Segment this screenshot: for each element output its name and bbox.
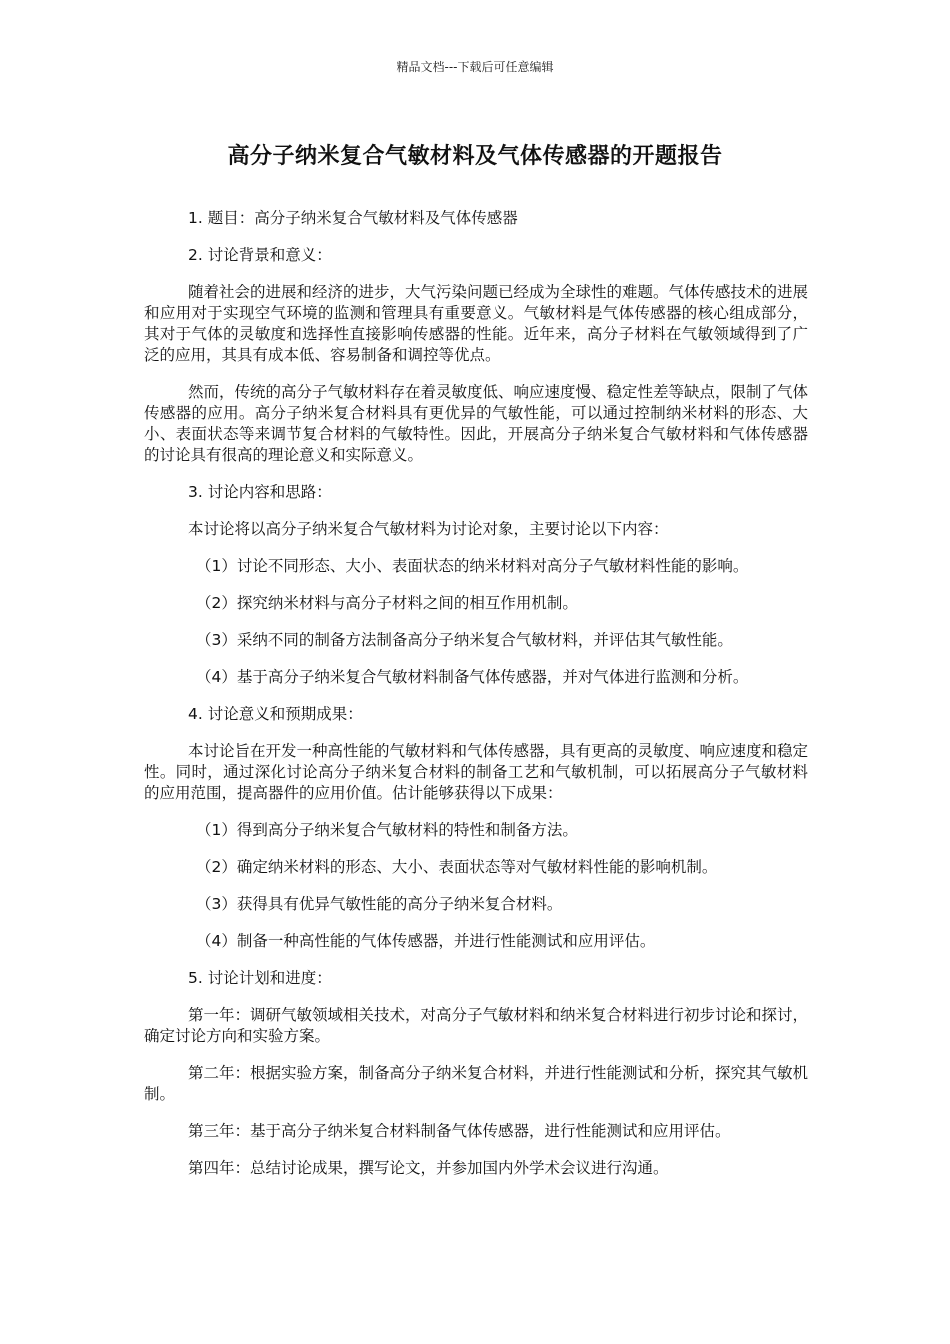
outcome-list-item: （3）获得具有优异气敏性能的高分子纳米复合材料。 — [196, 895, 563, 913]
document-title: 高分子纳米复合气敏材料及气体传感器的开题报告 — [227, 144, 723, 169]
plan-year-item: 第二年：根据实验方案，制备高分子纳米复合材料，并进行性能测试和分析，探究其气敏机制。 — [144, 1064, 809, 1103]
item-title: 1. 题目：高分子纳米复合气敏材料及气体传感器 — [188, 209, 518, 227]
outcome-list-item: （4）制备一种高性能的气体传感器，并进行性能测试和应用评估。 — [196, 932, 656, 950]
content-list-item: （3）采纳不同的制备方法制备高分子纳米复合气敏材料，并评估其气敏性能。 — [196, 631, 733, 649]
outcome-list-item: （2）确定纳米材料的形态、大小、表面状态等对气敏材料性能的影响机制。 — [196, 858, 718, 876]
section-heading-significance: 4. 讨论意义和预期成果： — [188, 705, 363, 723]
plan-year-item: 第四年：总结讨论成果，撰写论文，并参加国内外学术会议进行沟通。 — [188, 1159, 669, 1177]
significance-paragraph: 本讨论旨在开发一种高性能的气敏材料和气体传感器，具有更高的灵敏度、响应速度和稳定性。同时，通过深化讨论高分子纳米复合材料的制备工艺和气敏机制，可以拓展高分子气敏材料的应用范围，提高器件的应用价值。估计能够获得以下成果： — [144, 742, 809, 802]
content-list-item: （4）基于高分子纳米复合气敏材料制备气体传感器，并对气体进行监测和分析。 — [196, 668, 749, 686]
content-list-item: （2）探究纳米材料与高分子材料之间的相互作用机制。 — [196, 594, 578, 612]
section-heading-plan: 5. 讨论计划和进度： — [188, 969, 332, 987]
plan-year-item: 第三年：基于高分子纳米复合材料制备气体传感器，进行性能测试和应用评估。 — [188, 1122, 731, 1140]
plan-year-item: 第一年：调研气敏领域相关技术，对高分子气敏材料和纳米复合材料进行初步讨论和探讨，确定讨论方向和实验方案。 — [144, 1006, 809, 1045]
content-list-item: （1）讨论不同形态、大小、表面状态的纳米材料对高分子气敏材料性能的影响。 — [196, 557, 749, 575]
header-note: 精品文档---下载后可任意编辑 — [396, 60, 554, 74]
section-heading-content: 3. 讨论内容和思路： — [188, 483, 332, 501]
content-intro: 本讨论将以高分子纳米复合气敏材料为讨论对象，主要讨论以下内容： — [188, 520, 669, 538]
document-body — [144, 208, 808, 1195]
outcome-list-item: （1）得到高分子纳米复合气敏材料的特性和制备方法。 — [196, 821, 578, 839]
background-paragraph: 然而，传统的高分子气敏材料存在着灵敏度低、响应速度慢、稳定性差等缺点，限制了气体传感器的应用。高分子纳米复合材料具有更优异的气敏性能，可以通过控制纳米材料的形态、大小、表面状态等来调节复合材料的气敏特性。因此，开展高分子纳米复合气敏材料和气体传感器的讨论具有很高的理论意义和实际意义。 — [144, 383, 809, 464]
section-heading-background: 2. 讨论背景和意义： — [188, 246, 332, 264]
background-paragraph: 随着社会的进展和经济的进步，大气污染问题已经成为全球性的难题。气体传感技术的进展和应用对于实现空气环境的监测和管理具有重要意义。气敏材料是气体传感器的核心组成部分，其对于气体的灵敏度和选择性直接影响传感器的性能。近年来，高分子材料在气敏领域得到了广泛的应用，其具有成本低、容易制备和调控等优点。 — [144, 283, 809, 364]
